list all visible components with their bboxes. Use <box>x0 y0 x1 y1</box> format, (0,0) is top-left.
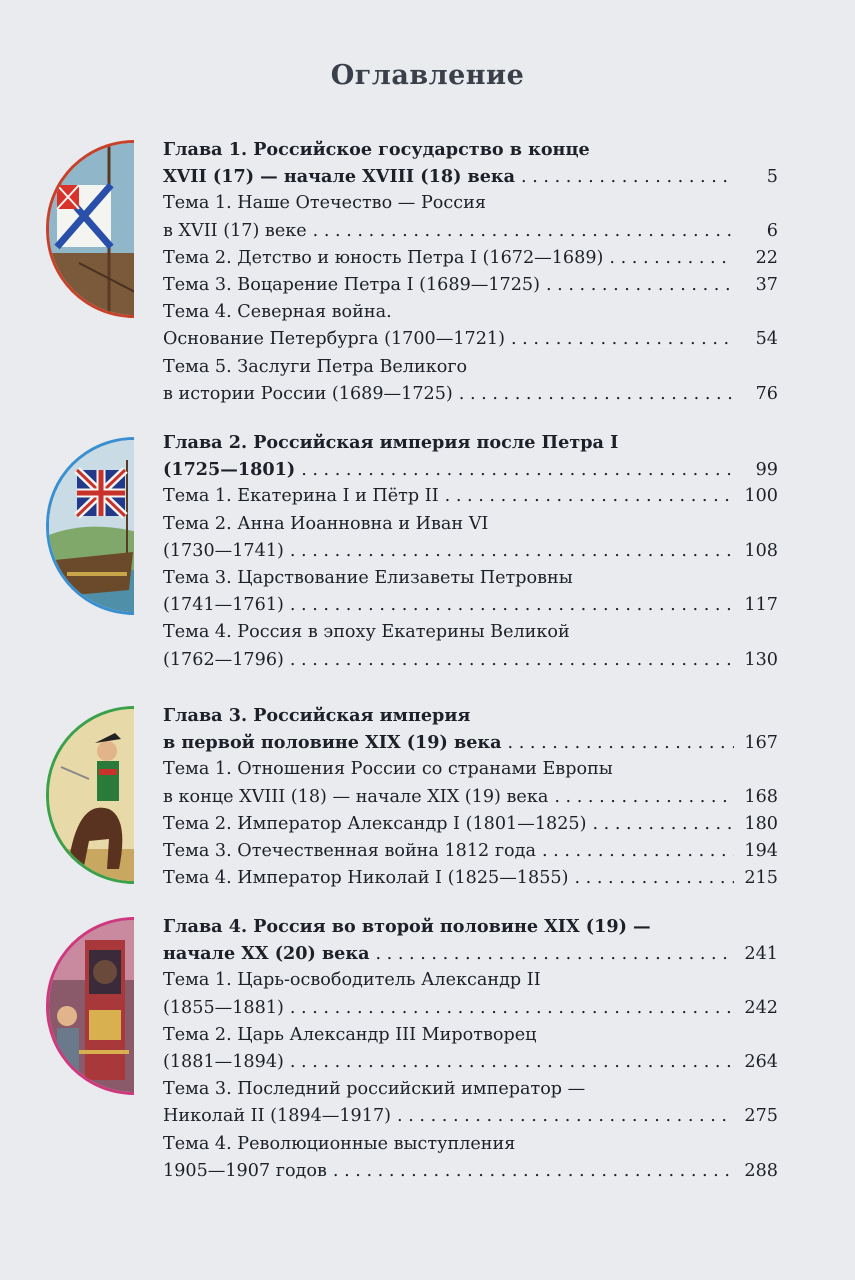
toc-entry[interactable]: Тема 2. Царь Александр III Миротворец <box>163 1024 537 1045</box>
toc-entry[interactable]: (1855—1881) . . . 242 <box>163 995 778 1022</box>
toc-entry[interactable]: Тема 3. Царствование Елизаветы Петровны <box>163 567 573 588</box>
chapter-1-entries <box>163 136 778 408</box>
chapter-4-illustration <box>46 917 134 1095</box>
page-number: 167 <box>744 733 778 754</box>
toc-entry[interactable]: Николай II (1894—1917) . . . 275 <box>163 1103 778 1130</box>
page-number: 264 <box>744 1051 778 1072</box>
page-number: 215 <box>744 868 778 889</box>
toc-entry[interactable]: Тема 4. Россия в эпоху Екатерины Великой <box>163 622 570 643</box>
chapter-3-entries <box>163 702 778 892</box>
toc-entry[interactable]: (1730—1741) . . . 108 <box>163 538 778 565</box>
chapter-4-entries <box>163 913 778 1185</box>
page-number: 99 <box>755 460 778 481</box>
toc-entry[interactable]: Глава 3. Российская империя <box>163 705 471 726</box>
toc-entry[interactable]: начале XX (20) века . . . 241 <box>163 940 778 967</box>
page-number: 241 <box>744 944 778 965</box>
page-title: Оглавление <box>330 60 525 91</box>
page-number: 130 <box>744 649 778 670</box>
chapter-1-illustration <box>46 140 134 318</box>
toc-entry[interactable]: в конце XVIII (18) — начале XIX (19) века . . . 168 <box>163 784 778 811</box>
toc-entry[interactable]: (1881—1894) . . . 264 <box>163 1049 778 1076</box>
toc-entry[interactable]: Тема 2. Анна Иоанновна и Иван VI <box>163 513 489 534</box>
chapter-3-illustration <box>46 706 134 884</box>
toc-entry[interactable]: Тема 4. Император Николай I (1825—1855) . . . 215 <box>163 865 778 892</box>
toc-entry[interactable]: Тема 1. Царь-освободитель Александр II <box>163 970 541 991</box>
toc-entry[interactable]: Тема 3. Отечественная война 1812 года . . . 194 <box>163 838 778 865</box>
toc-entry[interactable]: Глава 1. Российское государство в конце <box>163 139 590 160</box>
toc-entry[interactable]: в истории России (1689—1725) . . . 76 <box>163 381 778 408</box>
toc-entry[interactable]: Тема 5. Заслуги Петра Великого <box>163 356 468 377</box>
toc-entry[interactable]: (1725—1801) . . . 99 <box>163 456 778 483</box>
toc-entry[interactable]: Тема 2. Детство и юность Петра I (1672—1689) . . . 22 <box>163 245 778 272</box>
toc-entry[interactable]: Основание Петербурга (1700—1721) . . . 54 <box>163 326 778 353</box>
page-number: 22 <box>755 247 778 268</box>
toc-entry[interactable]: в XVII (17) веке . . . 6 <box>163 218 778 245</box>
page-number: 168 <box>744 786 778 807</box>
toc-entry[interactable]: Тема 3. Воцарение Петра I (1689—1725) . . . 37 <box>163 272 778 299</box>
page-number: 180 <box>744 813 778 834</box>
page-number: 54 <box>755 329 778 350</box>
page-number: 100 <box>744 486 778 507</box>
toc-entry[interactable]: Тема 4. Северная война. <box>163 302 392 323</box>
toc-entry[interactable]: Глава 4. Россия во второй половине XIX (19) — <box>163 916 651 937</box>
page-number: 288 <box>744 1160 778 1181</box>
toc-entry[interactable]: Глава 2. Российская империя после Петра I <box>163 432 619 453</box>
chapter-2-entries <box>163 429 778 674</box>
toc-entry[interactable]: Тема 1. Отношения России со странами Европы <box>163 759 613 780</box>
toc-entry[interactable]: Тема 2. Император Александр I (1801—1825) . . . 180 <box>163 811 778 838</box>
toc-entry[interactable]: XVII (17) — начале XVIII (18) века . . . 5 <box>163 163 778 190</box>
toc-entry[interactable]: в первой половине XIX (19) века . . . 167 <box>163 729 778 756</box>
chapter-2-illustration <box>46 437 134 615</box>
toc-entry[interactable]: (1762—1796) . . . 130 <box>163 647 778 674</box>
toc-entry[interactable]: Тема 4. Революционные выступления <box>163 1133 516 1154</box>
toc-entry[interactable]: Тема 1. Екатерина I и Пётр II . . . 100 <box>163 483 778 510</box>
page-number: 117 <box>744 595 778 616</box>
toc-entry[interactable]: Тема 3. Последний российский император — <box>163 1079 586 1100</box>
page-number: 76 <box>755 383 778 404</box>
page-number: 37 <box>755 274 778 295</box>
page-number: 194 <box>744 840 778 861</box>
toc-entry[interactable]: 1905—1907 годов . . . 288 <box>163 1158 778 1185</box>
page-number: 242 <box>744 997 778 1018</box>
page-number: 6 <box>766 220 778 241</box>
page-number: 275 <box>744 1106 778 1127</box>
toc-entry[interactable]: Тема 1. Наше Отечество — Россия <box>163 193 486 214</box>
page-number: 5 <box>766 167 778 188</box>
page-number: 108 <box>744 540 778 561</box>
toc-entry[interactable]: (1741—1761) . . . 117 <box>163 592 778 619</box>
